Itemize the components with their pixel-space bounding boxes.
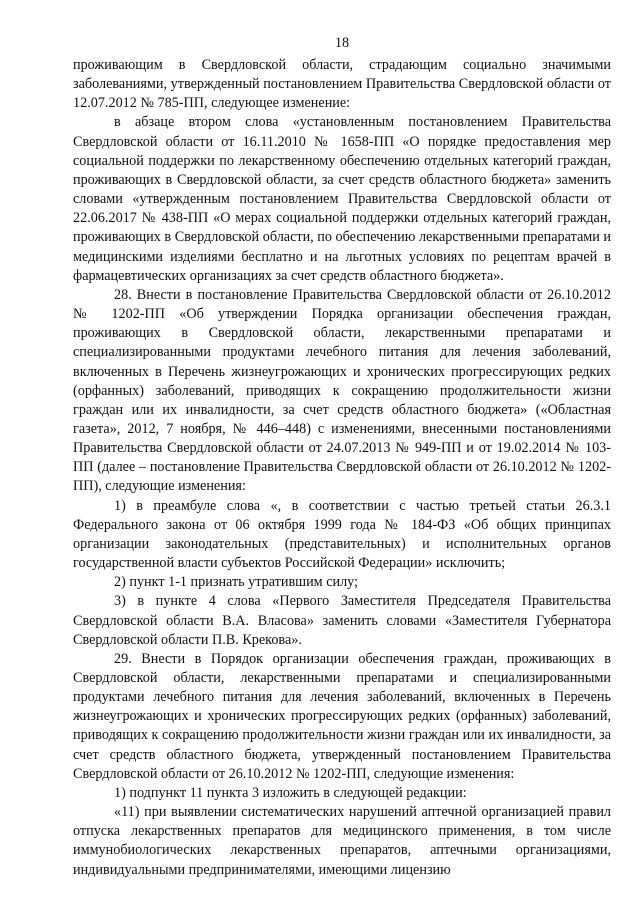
paragraph-continuation: проживающим в Свердловской области, страдающим социально значимыми заболеваниями, утвержденный постановлением Правительства Свердловской области от 12.07.2012 № 785-ПП, следующее изменение:: [73, 57, 611, 112]
paragraph-28-subitem-1: 1) в преамбуле слова «, в соответствии с частью третьей статьи 26.3.1 Федерального закона от 06 октября 1999 года № 184-ФЗ «Об общих принципах организации законодательных (представительных) и исполнительных органов государственной власти субъектов Российской Федерации» исключить;: [73, 497, 611, 572]
paragraph-item-28: 28. Внести в постановление Правительства Свердловской области от 26.10.2012 № 1202-ПП «Об утверждении Порядка организации обеспечения граждан, проживающих в Свердловской области, лекарственными препаратами и специализированными продуктами лечебного питания для лечения заболеваний, включенных в Перечень жизнеугрожающих и хронических прогрессирующих редких (орфанных) заболеваний, приводящих к сокращению продолжительности жизни граждан или их инвалидности, за счет средств областного бюджета» («Областная газета», 2012, 7 ноября, № 446–448) с изменениями, внесенными постановлениями Правительства Свердловской области от 24.07.2013 № 949-ПП и от 19.02.2014 № 103-ПП (далее – постановление Правительства Свердловской области от 26.10.2012 № 1202-ПП), следующие изменения:: [73, 286, 611, 495]
paragraph-abzac-amendment: в абзаце втором слова «установленным постановлением Правительства Свердловской области от 16.11.2010 № 1658-ПП «О порядке предоставления мер социальной поддержки по лекарственному обеспечению отдельных категорий граждан, проживающих в Свердловской области, за счет средств областного бюджета» заменить словами «утвержденным постановлением Правительства Свердловской области от 22.06.2017 № 438-ПП «О мерах социальной поддержки отдельных категорий граждан, проживающих в Свердловской области, по обеспечению лекарственными препаратами и медицинскими изделиями бесплатно и на льготных условиях по рецептам врачей в фармацевтических организациях за счет средств областного бюджета».: [73, 114, 611, 284]
page-number: 18: [334, 35, 350, 51]
document-body: [73, 56, 611, 880]
paragraph-28-subitem-2: 2) пункт 1-1 признать утратившим силу;: [114, 574, 359, 591]
paragraph-28-subitem-3: 3) в пункте 4 слова «Первого Заместителя Председателя Правительства Свердловской области В.А. Власова» заменить словами «Заместителя Губернатора Свердловской области П.В. Крекова».: [73, 593, 611, 648]
paragraph-29-subitem-11-text: «11) при выявлении систематических нарушений аптечной организацией правил отпуска лекарственных препаратов для медицинского применения, в том числе иммунобиологических лекарственных препаратов, аптечными организациями, индивидуальными предпринимателями, имеющими лицензию: [73, 804, 611, 878]
paragraph-29-subitem-1: 1) подпункт 11 пункта 3 изложить в следующей редакции:: [114, 784, 467, 801]
paragraph-item-29: 29. Внести в Порядок организации обеспечения граждан, проживающих в Свердловской области, лекарственными препаратами и специализированными продуктами лечебного питания для лечения заболеваний, включенных в Перечень жизнеугрожающих и хронических прогрессирующих редких (орфанных) заболеваний, приводящих к сокращению продолжительности жизни граждан или их инвалидности, за счет средств областного бюджета, утвержденный постановлением Правительства Свердловской области от 26.10.2012 № 1202-ПП, следующие изменения:: [73, 650, 611, 782]
